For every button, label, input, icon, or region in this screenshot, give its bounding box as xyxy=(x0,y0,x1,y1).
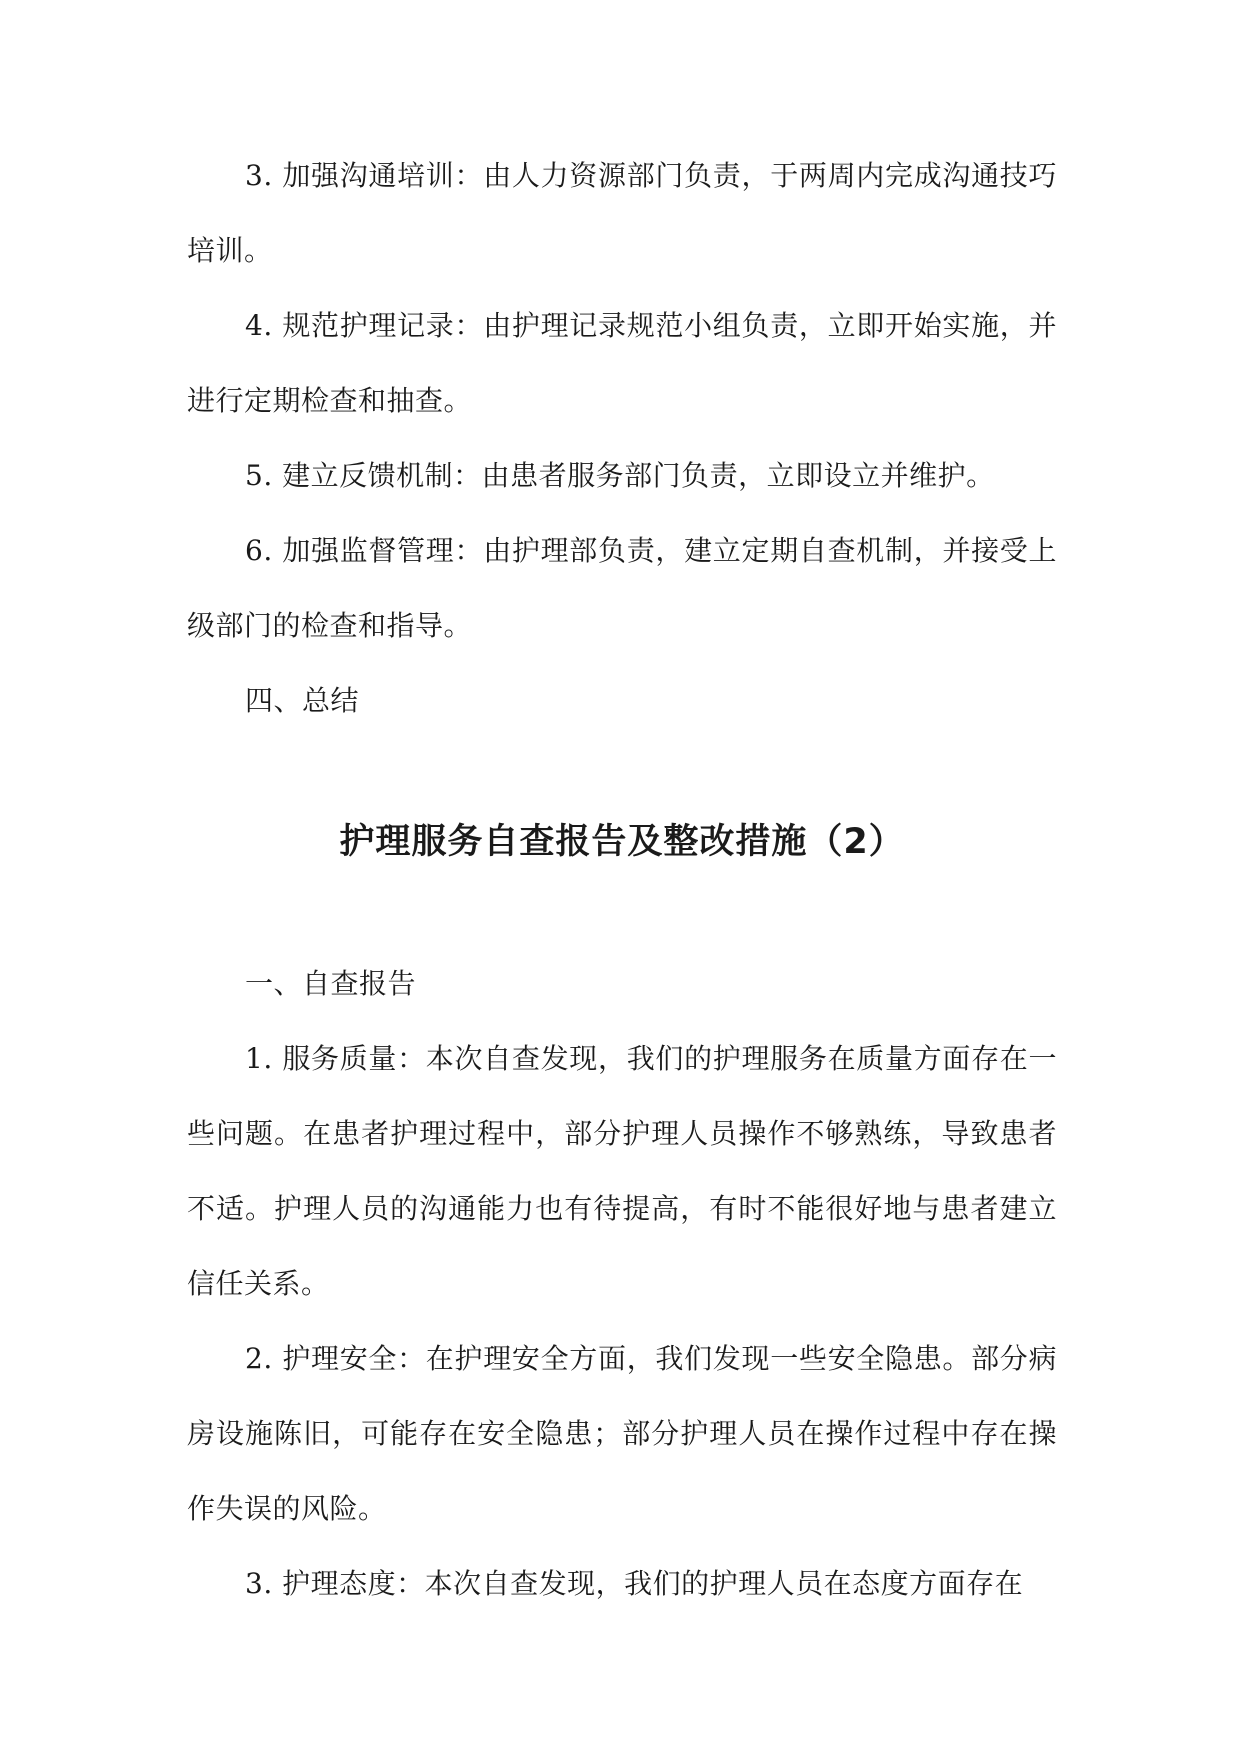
paragraph-item-6-supervision: 6. 加强监督管理：由护理部负责，建立定期自查机制，并接受上级部门的检查和指导。 xyxy=(187,534,1057,642)
paragraph-item-2-nursing-safety: 2. 护理安全：在护理安全方面，我们发现一些安全隐患。部分病房设施陈旧，可能存在安全隐患；部分护理人员在操作过程中存在操作失误的风险。 xyxy=(187,1342,1057,1525)
document-title: 护理服务自查报告及整改措施（2） xyxy=(339,822,905,862)
paragraph-item-3-nursing-attitude: 3. 护理态度：本次自查发现，我们的护理人员在态度方面存在 xyxy=(245,1567,1024,1600)
paragraph-item-5-feedback-mechanism: 5. 建立反馈机制：由患者服务部门负责，立即设立并维护。 xyxy=(245,459,995,492)
section-heading-self-check-report: 一、自查报告 xyxy=(245,967,417,1000)
document-content xyxy=(187,138,1057,1621)
section-heading-summary: 四、总结 xyxy=(245,684,360,717)
paragraph-item-1-service-quality: 1. 服务质量：本次自查发现，我们的护理服务在质量方面存在一些问题。在患者护理过程中，部分护理人员操作不够熟练，导致患者不适。护理人员的沟通能力也有待提高，有时不能很好地与患者建立信任关系。 xyxy=(187,1042,1057,1300)
paragraph-item-4-nursing-records: 4. 规范护理记录：由护理记录规范小组负责，立即开始实施，并进行定期检查和抽查。 xyxy=(187,309,1057,417)
paragraph-item-3-communication-training: 3. 加强沟通培训：由人力资源部门负责，于两周内完成沟通技巧培训。 xyxy=(187,159,1057,267)
